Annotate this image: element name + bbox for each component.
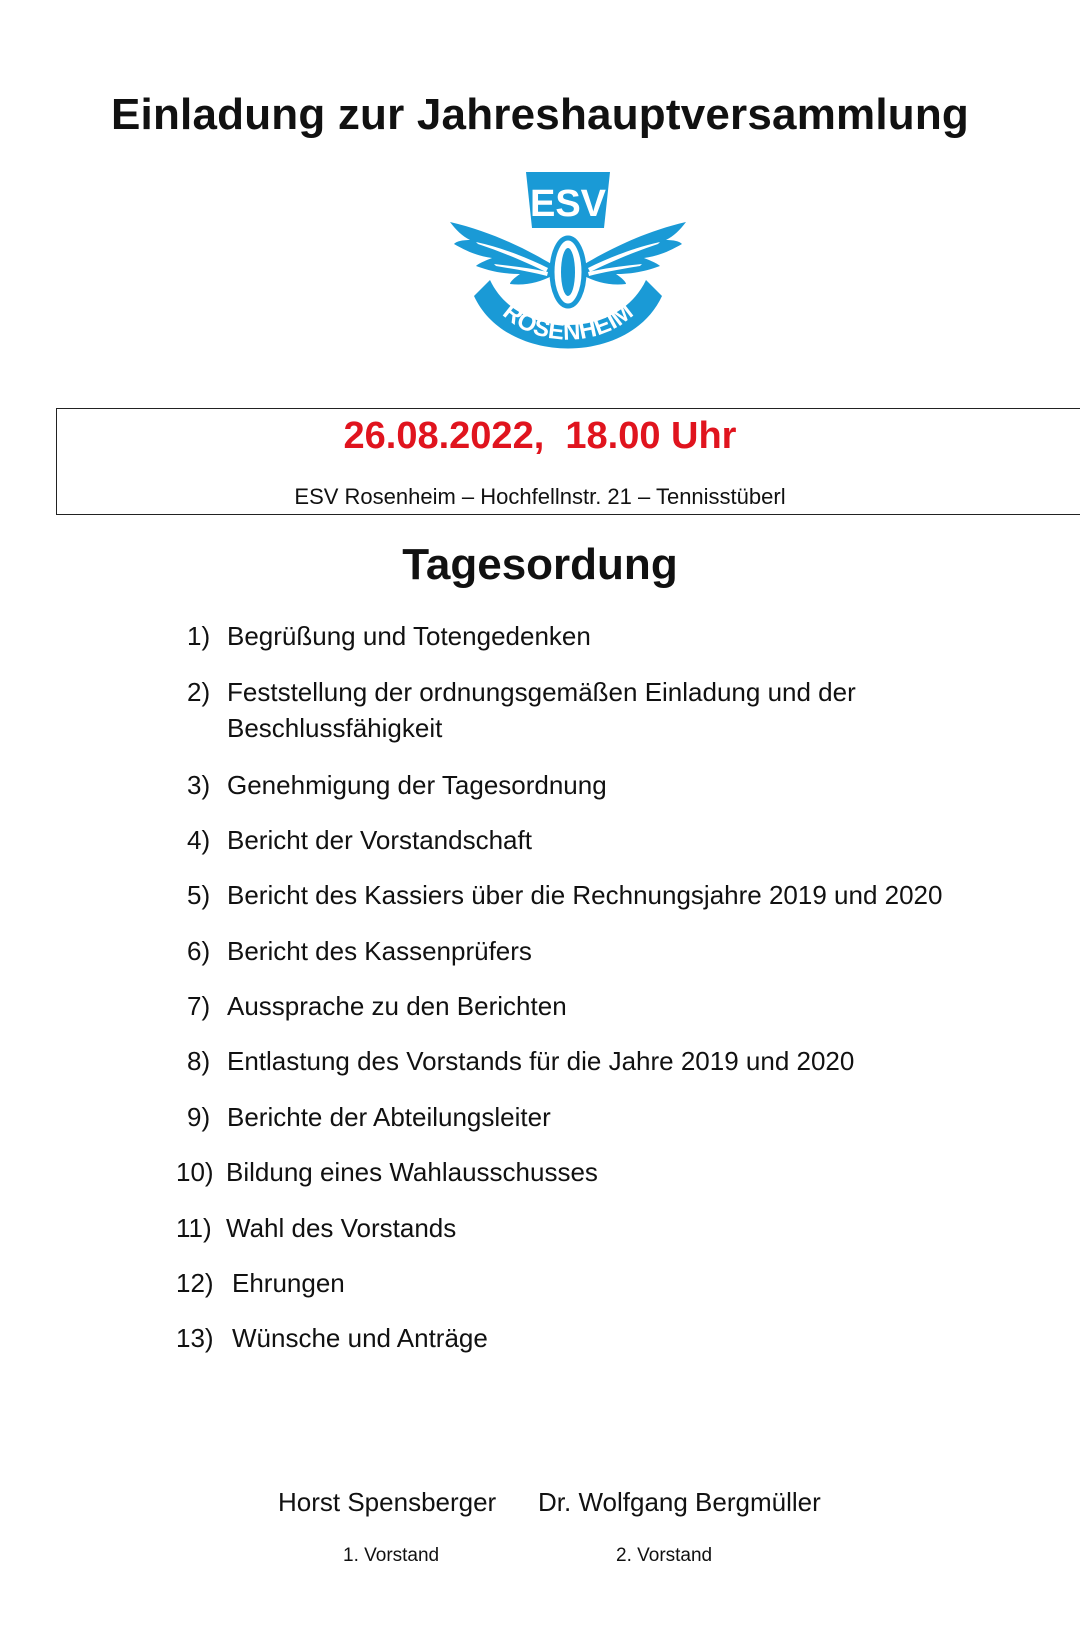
signer-name-2: Dr. Wolfgang Bergmüller bbox=[538, 1487, 821, 1517]
agenda-item-number: 10) bbox=[176, 1157, 214, 1187]
agenda-item-text-continued: Beschlussfähigkeit bbox=[227, 713, 443, 743]
logo-bottom-text: ROSENHEIM bbox=[497, 297, 639, 346]
agenda-item-text: Bericht des Kassenprüfers bbox=[227, 936, 532, 966]
logo-top-text: ESV bbox=[529, 183, 607, 225]
agenda-item-number: 4) bbox=[187, 825, 211, 855]
agenda-item-number: 9) bbox=[187, 1102, 211, 1132]
event-datetime: 26.08.2022, 18.00 Uhr bbox=[343, 415, 737, 457]
agenda-item-text: Aussprache zu den Berichten bbox=[227, 991, 567, 1021]
agenda-item-number: 2) bbox=[187, 677, 211, 707]
signer-role-2: 2. Vorstand bbox=[616, 1545, 713, 1566]
agenda-item-text: Ehrungen bbox=[232, 1268, 345, 1298]
agenda-item-number: 3) bbox=[187, 770, 211, 800]
agenda-item-number: 8) bbox=[187, 1046, 211, 1076]
agenda-item-text: Bericht des Kassiers über die Rechnungsjahre 2019 und 2020 bbox=[227, 880, 943, 910]
agenda-item-text: Berichte der Abteilungsleiter bbox=[227, 1102, 551, 1132]
agenda-item-text: Genehmigung der Tagesordnung bbox=[227, 770, 607, 800]
signer-name-1: Horst Spensberger bbox=[278, 1487, 497, 1517]
agenda-item-number: 5) bbox=[187, 880, 211, 910]
agenda-item-text: Feststellung der ordnungsgemäßen Einladung und der bbox=[227, 677, 856, 707]
agenda-item-text: Wahl des Vorstands bbox=[226, 1213, 457, 1243]
agenda-item-text: Bildung eines Wahlausschusses bbox=[226, 1157, 598, 1187]
document-title: Einladung zur Jahreshauptversammlung bbox=[110, 90, 970, 139]
agenda-item-number: 1) bbox=[187, 621, 211, 651]
agenda-item-text: Entlastung des Vorstands für die Jahre 2019 und 2020 bbox=[227, 1046, 855, 1076]
agenda-item-number: 11) bbox=[176, 1213, 212, 1243]
event-location: ESV Rosenheim – Hochfellnstr. 21 – Tennisstüberl bbox=[294, 484, 786, 509]
signer-role-1: 1. Vorstand bbox=[343, 1545, 440, 1566]
agenda-item-number: 12) bbox=[176, 1268, 214, 1298]
agenda-item-number: 6) bbox=[187, 936, 211, 966]
agenda-heading: Tagesordung bbox=[402, 540, 678, 589]
agenda-item-text: Begrüßung und Totengedenken bbox=[227, 621, 591, 651]
agenda-item-number: 13) bbox=[176, 1323, 214, 1353]
agenda-item-text: Bericht der Vorstandschaft bbox=[227, 825, 532, 855]
agenda-item-text: Wünsche und Anträge bbox=[232, 1323, 488, 1353]
esv-rosenheim-logo bbox=[448, 170, 688, 360]
agenda-item-number: 7) bbox=[187, 991, 211, 1021]
